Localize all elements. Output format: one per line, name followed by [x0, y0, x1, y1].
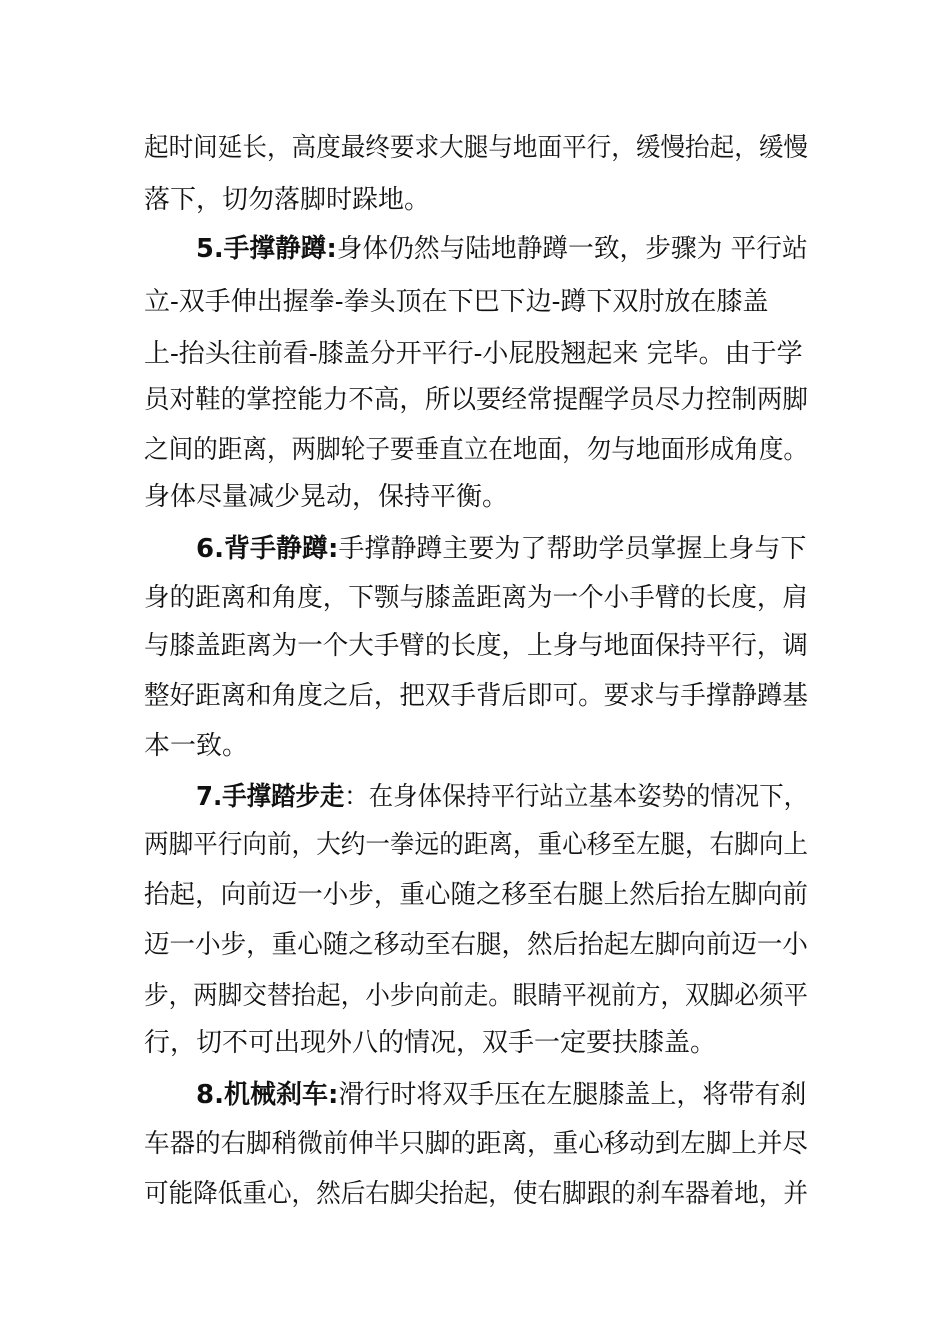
paragraph-line: 与膝盖距离为一个大手臂的长度，上身与地面保持平行，调	[144, 631, 808, 661]
paragraph-first-line	[196, 533, 806, 565]
paragraph-line: 可能降低重心，然后右脚尖抬起，使右脚跟的刹车器着地，并	[144, 1179, 809, 1209]
paragraph-first-line	[196, 781, 808, 813]
paragraph-line: 整好距离和角度之后，把双手背后即可。要求与手撑静蹲基	[144, 681, 808, 711]
section-heading: 6.背手静蹲:	[196, 534, 339, 564]
paragraph-line: 起时间延长，高度最终要求大腿与地面平行，缓慢抬起，缓慢	[144, 133, 809, 163]
section-heading: 5.手撑静蹲:	[196, 234, 337, 264]
paragraph-line: 车器的右脚稍微前伸半只脚的距离，重心移动到左脚上并尽	[144, 1129, 808, 1159]
paragraph-line: 落下，切勿落脚时跺地。	[144, 185, 431, 215]
paragraph-line: 立-双手伸出握拳-拳头顶在下巴下边-蹲下双肘放在膝盖	[144, 287, 769, 317]
paragraph-text: 身体仍然与陆地静蹲一致，步骤为 平行站	[336, 234, 808, 264]
paragraph-line: 行，切不可出现外八的情况，双手一定要扶膝盖。	[144, 1028, 717, 1058]
section-heading: 7.手撑踏步走	[196, 782, 345, 812]
paragraph-first-line	[196, 1079, 806, 1111]
paragraph-line: 步，两脚交替抬起，小步向前走。眼睛平视前方，双脚必须平	[144, 981, 809, 1011]
paragraph-first-line	[196, 233, 808, 265]
paragraph-line: 上-抬头往前看-膝盖分开平行-小屁股翘起来 完毕。由于学	[144, 339, 803, 369]
paragraph-line: 两脚平行向前，大约一拳远的距离，重心移至左腿，右脚向上	[144, 830, 809, 860]
paragraph-text: 手撑静蹲主要为了帮助学员掌握上身与下	[338, 534, 807, 564]
paragraph-line: 迈一小步，重心随之移动至右腿，然后抬起左脚向前迈一小	[144, 930, 808, 960]
paragraph-line: 本一致。	[144, 731, 249, 761]
section-heading: 8.机械刹车:	[196, 1080, 339, 1110]
paragraph-line: 员对鞋的掌控能力不高，所以要经常提醒学员尽力控制两脚	[144, 385, 808, 415]
paragraph-line: 抬起，向前迈一小步，重心随之移至右腿上然后抬左脚向前	[144, 880, 808, 910]
paragraph-line: 之间的距离，两脚轮子要垂直立在地面，勿与地面形成角度。	[144, 435, 809, 465]
paragraph-line: 身的距离和角度，下颚与膝盖距离为一个小手臂的长度，肩	[144, 583, 808, 613]
paragraph-text: 滑行时将双手压在左腿膝盖上，将带有刹	[338, 1080, 807, 1110]
paragraph-text: ：在身体保持平行站立基本姿势的情况下，	[344, 782, 809, 812]
paragraph-line: 身体尽量减少晃动，保持平衡。	[144, 482, 509, 512]
